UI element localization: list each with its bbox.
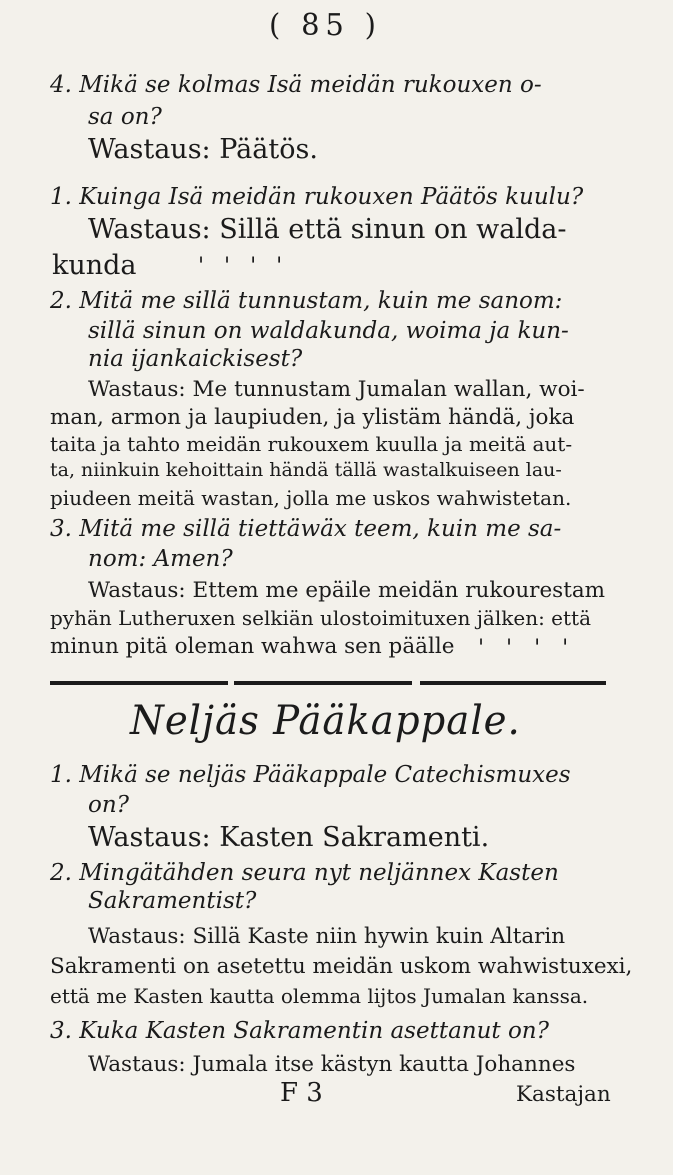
answer-line: Wastaus: Päätös. <box>88 134 318 165</box>
text-line: sillä sinun on waldakunda, woima ja kun- <box>88 318 569 344</box>
text-line: Wastaus: Me tunnustam Jumalan wallan, woi- <box>88 377 585 402</box>
text-line: minun pitä oleman wahwa sen päälle <box>50 634 455 659</box>
text-line: nom: Amen? <box>88 546 233 572</box>
text-line: 3. Mitä me sillä tiettäwäx teem, kuin me sa- <box>50 516 562 542</box>
dotted-leader: '''' <box>478 636 591 661</box>
chapter-title: Neljäs Pääkappale. <box>130 698 521 744</box>
text-line: sa on? <box>88 104 162 130</box>
text-line: 4. Mikä se kolmas Isä meidän rukouxen o- <box>50 72 542 98</box>
text-line: 1. Mikä se neljäs Pääkappale Catechismuxes <box>50 762 571 788</box>
page-number-header: ( 85 ) <box>268 8 382 43</box>
text-line: Sakramenti on asetettu meidän uskom wahwistuxexi, <box>50 954 633 979</box>
text-line: taita ja tahto meidän rukouxem kuulla ja meitä aut- <box>50 432 573 456</box>
text-line: Wastaus: Jumala itse kästyn kautta Johannes <box>88 1052 576 1077</box>
text-line: piudeen meitä wastan, jolla me uskos wahwistetan. <box>50 486 572 510</box>
catchword: Kastajan <box>516 1082 611 1107</box>
text-line: 2. Mitä me sillä tunnustam, kuin me sanom: <box>50 288 563 314</box>
text-line: ta, niinkuin kehoittain händä tällä wastalkuiseen lau- <box>50 459 562 481</box>
divider-rule <box>234 681 412 685</box>
text-line: 1. Kuinga Isä meidän rukouxen Päätös kuulu? <box>50 184 584 210</box>
text-line: on? <box>88 792 129 818</box>
text-line: man, armon ja laupiuden, ja ylistäm händä, joka <box>50 405 575 430</box>
text-line: Wastaus: Ettem me epäile meidän rukourestam <box>88 578 606 603</box>
text-line: 3. Kuka Kasten Sakramentin asettanut on? <box>50 1018 549 1044</box>
text-line: Sakramentist? <box>88 888 257 914</box>
divider-rule <box>50 681 228 685</box>
answer-line: kunda <box>52 250 137 281</box>
text-line: nia ijankaickisest? <box>88 346 303 372</box>
answer-line: Wastaus: Sillä että sinun on walda- <box>88 214 567 245</box>
answer-line: Wastaus: Kasten Sakramenti. <box>88 822 490 853</box>
divider-rule <box>420 681 606 685</box>
text-line: että me Kasten kautta olemma lijtos Jumalan kanssa. <box>50 984 589 1008</box>
text-line: 2. Mingätähden seura nyt neljännex Kasten <box>50 860 559 886</box>
text-line: Wastaus: Sillä Kaste niin hywin kuin Altarin <box>88 924 566 949</box>
dotted-leader: '''' <box>198 254 303 279</box>
text-line: pyhän Lutheruxen selkiän ulostoimituxen jälken: että <box>50 606 592 630</box>
signature-mark: F 3 <box>280 1078 323 1108</box>
